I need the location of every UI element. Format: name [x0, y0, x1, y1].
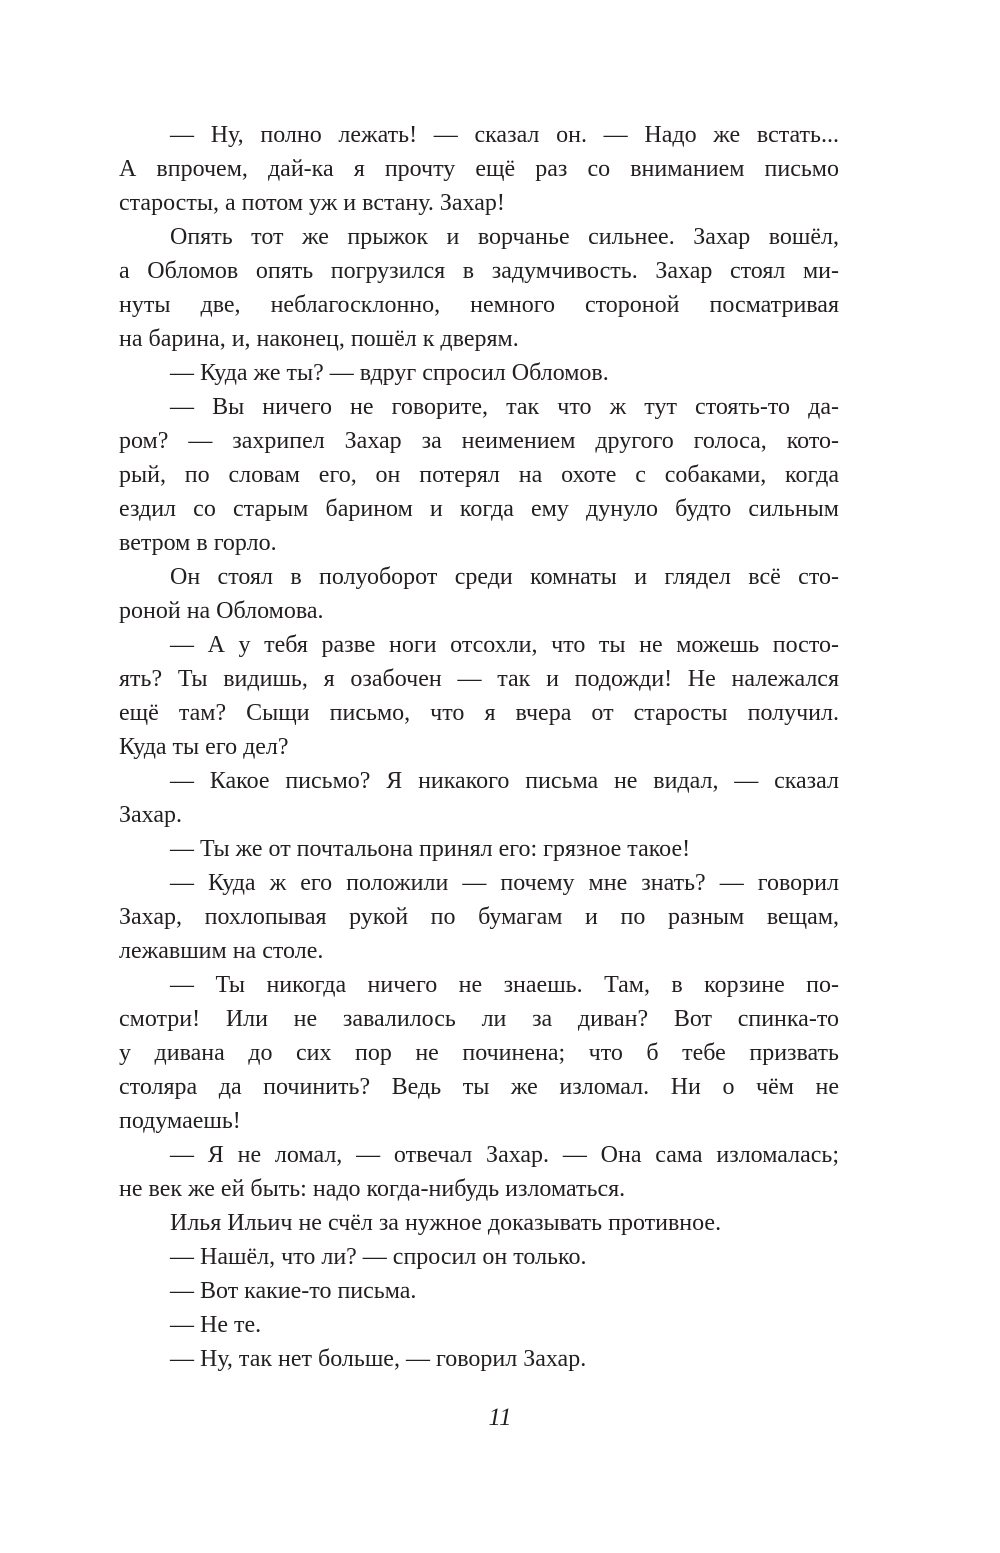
text-line: ещё там? Сыщи письмо, что я вчера от старосты получил.: [119, 700, 839, 726]
text-line: ять? Ты видишь, я озабочен — так и подожди! Не належался: [119, 666, 839, 692]
text-line: подумаешь!: [119, 1108, 241, 1134]
text-line: Он стоял в полуоборот среди комнаты и глядел всё сто-: [170, 564, 839, 590]
text-line: у дивана до сих пор не починена; что б тебе призвать: [119, 1040, 839, 1066]
text-line: старосты, а потом уж и встану. Захар!: [119, 190, 505, 216]
text-line: на барина, и, наконец, пошёл к дверям.: [119, 326, 519, 352]
text-line: лежавшим на столе.: [119, 938, 324, 964]
text-line: роной на Обломова.: [119, 598, 324, 624]
text-line: А впрочем, дай-ка я прочту ещё раз со вниманием письмо: [119, 156, 839, 182]
text-line: — А у тебя разве ноги отсохли, что ты не можешь посто-: [170, 632, 839, 658]
text-line: ром? — захрипел Захар за неимением другого голоса, кото-: [119, 428, 839, 454]
text-line: Захар, похлопывая рукой по бумагам и по разным вещам,: [119, 904, 839, 930]
text-line: нуты две, неблагосклонно, немного стороной посматривая: [119, 292, 839, 318]
text-line: Захар.: [119, 802, 183, 828]
text-line: — Какое письмо? Я никакого письма не видал, — сказал: [170, 768, 839, 794]
text-line: ветром в горло.: [119, 530, 277, 556]
text-line: — Нашёл, что ли? — спросил он только.: [170, 1244, 587, 1270]
text-line: рый, по словам его, он потерял на охоте с собаками, когда: [119, 462, 839, 488]
text-line: — Вот какие-то письма.: [170, 1278, 417, 1304]
text-line: — Куда ж его положили — почему мне знать? — говорил: [170, 870, 839, 896]
text-line: — Ты никогда ничего не знаешь. Там, в корзине по-: [170, 972, 839, 998]
page-text: [119, 118, 839, 1376]
text-line: — Ну, полно лежать! — сказал он. — Надо же встать...: [170, 122, 839, 148]
text-line: — Не те.: [170, 1312, 262, 1338]
text-line: — Вы ничего не говорите, так что ж тут стоять-то да-: [170, 394, 839, 420]
text-line: а Обломов опять погрузился в задумчивость. Захар стоял ми-: [119, 258, 839, 284]
text-line: смотри! Или не завалилось ли за диван? Вот спинка-то: [119, 1006, 839, 1032]
text-line: — Ты же от почтальона принял его: грязное такое!: [170, 836, 691, 862]
text-line: Куда ты его дел?: [119, 734, 289, 760]
text-line: столяра да починить? Ведь ты же изломал. Ни о чём не: [119, 1074, 839, 1100]
text-line: — Ну, так нет больше, — говорил Захар.: [170, 1346, 587, 1372]
text-line: — Я не ломал, — отвечал Захар. — Она сама изломалась;: [170, 1142, 839, 1168]
text-line: Опять тот же прыжок и ворчанье сильнее. Захар вошёл,: [170, 224, 839, 250]
text-line: не век же ей быть: надо когда-нибудь изломаться.: [119, 1176, 626, 1202]
text-line: Илья Ильич не счёл за нужное доказывать противное.: [170, 1210, 722, 1236]
text-line: — Куда же ты? — вдруг спросил Обломов.: [170, 360, 609, 386]
page-number: 11: [488, 1404, 512, 1431]
text-line: ездил со старым барином и когда ему дунуло будто сильным: [119, 496, 839, 522]
